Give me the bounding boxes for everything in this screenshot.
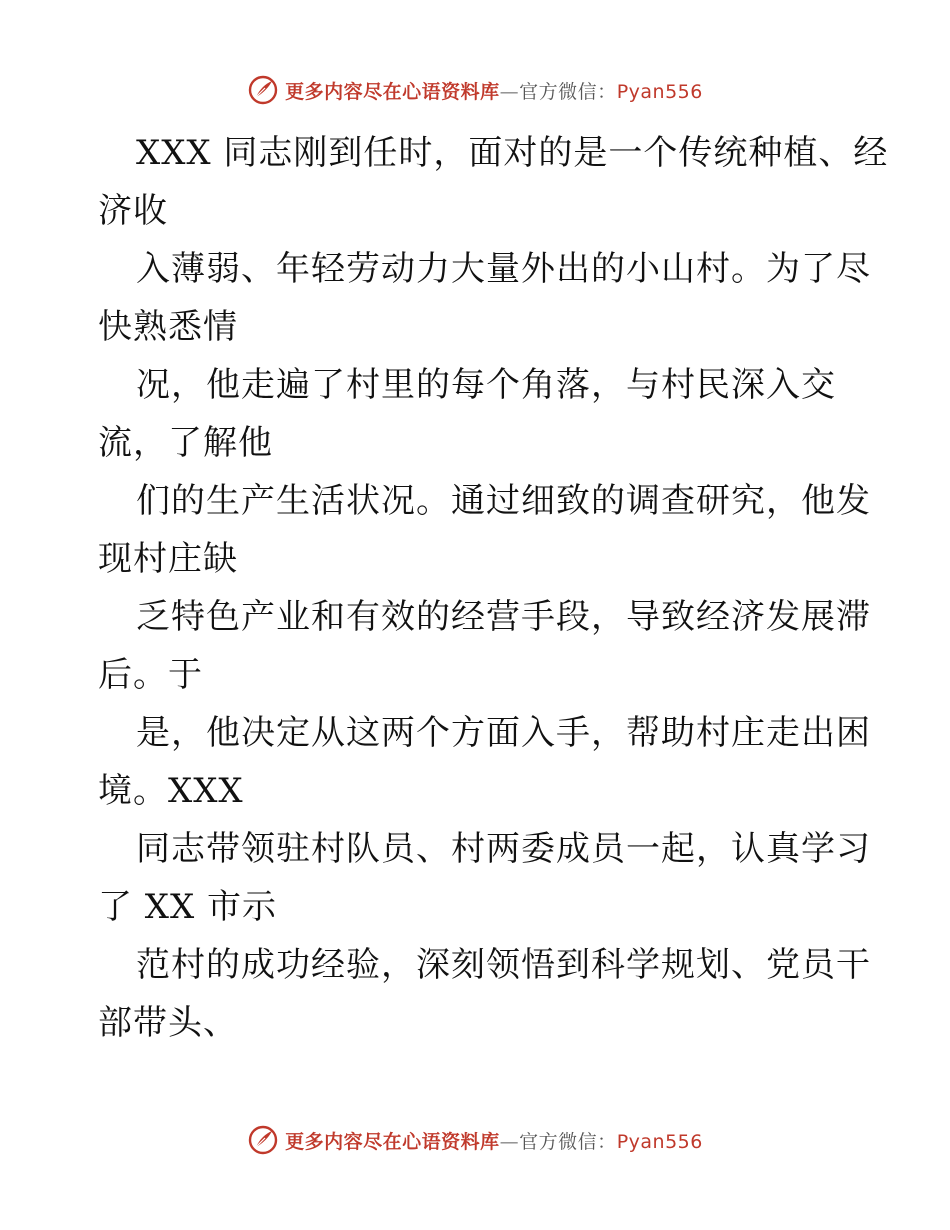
feather-pen-logo-icon	[247, 1124, 279, 1156]
footer-banner-text	[285, 1127, 703, 1154]
paragraph-line: 入薄弱、年轻劳动力大量外出的小山村。为了尽	[136, 249, 871, 289]
paragraph-line: 们的生产生活状况。通过细致的调查研究，他发	[136, 481, 871, 521]
paragraph-line: 快熟悉情	[98, 307, 238, 347]
paragraph-line: 同志带领驻村队员、村两委成员一起，认真学习	[136, 829, 871, 869]
header-banner-text	[285, 77, 703, 104]
paragraph-line: XXX 同志刚到任时，面对的是一个传统种植、经	[136, 133, 889, 173]
banner-separator: —	[499, 1130, 520, 1153]
banner-wechat-id: Pyan556	[616, 80, 703, 103]
paragraph-line: 后。于	[98, 655, 203, 695]
paragraph-line: 流，了解他	[98, 423, 273, 463]
paragraph-line: 济收	[98, 191, 168, 231]
banner-brand: 更多内容尽在心语资料库	[285, 80, 500, 103]
paragraph-line: 是，他决定从这两个方面入手，帮助村庄走出困	[136, 713, 871, 753]
banner-official-label: 官方微信：	[519, 1130, 617, 1153]
paragraph-line: 了 XX 市示	[98, 887, 278, 927]
paragraph-line: 现村庄缺	[98, 539, 238, 579]
paragraph-line: 部带头、	[98, 1003, 238, 1043]
header-banner	[0, 70, 950, 110]
banner-brand: 更多内容尽在心语资料库	[285, 1130, 500, 1153]
document-body	[98, 124, 889, 1052]
paragraph-line: 境。XXX	[98, 771, 244, 811]
footer-banner	[0, 1120, 950, 1160]
banner-official-label: 官方微信：	[519, 80, 617, 103]
banner-separator: —	[499, 80, 520, 103]
paragraph-line: 范村的成功经验，深刻领悟到科学规划、党员干	[136, 945, 871, 985]
paragraph-line: 乏特色产业和有效的经营手段，导致经济发展滞	[136, 597, 871, 637]
feather-pen-logo-icon	[247, 74, 279, 106]
banner-wechat-id: Pyan556	[616, 1130, 703, 1153]
paragraph-line: 况，他走遍了村里的每个角落，与村民深入交	[136, 365, 836, 405]
